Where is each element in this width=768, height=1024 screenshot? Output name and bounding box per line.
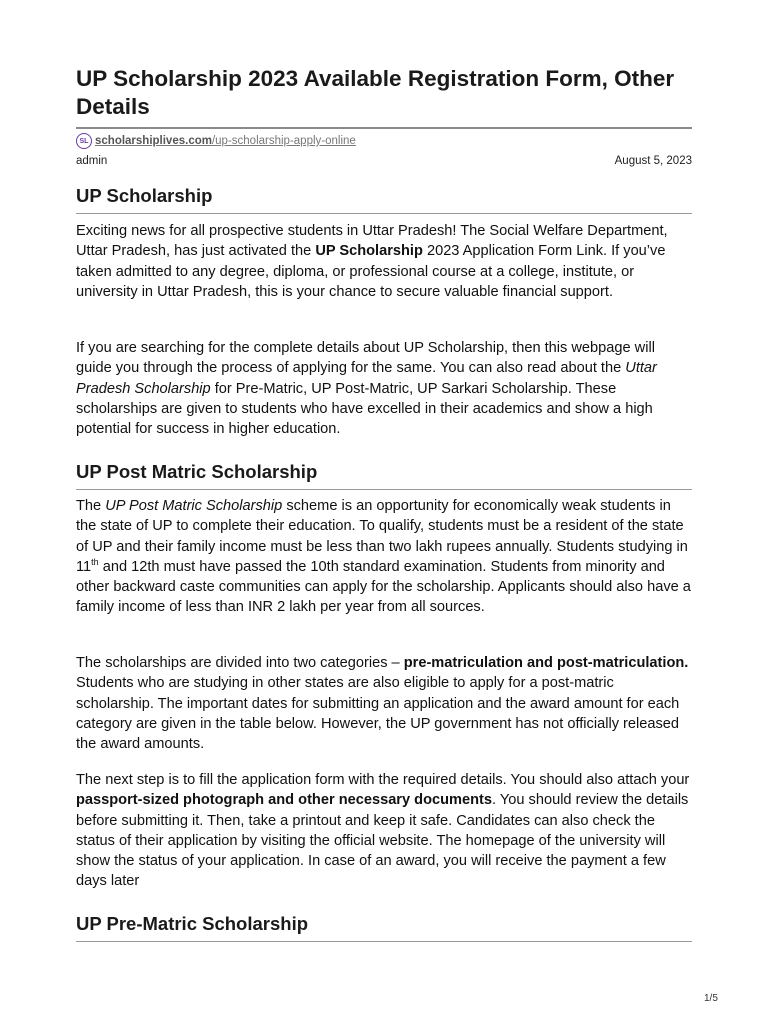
section-heading-up-scholarship: UP Scholarship: [76, 185, 213, 206]
section-heading-post-matric: UP Post Matric Scholarship: [76, 461, 318, 482]
article-title: UP Scholarship 2023 Available Registration Form, Other Details: [76, 66, 675, 119]
source-domain: scholarshiplives.com: [95, 135, 212, 147]
article-meta: [76, 155, 692, 167]
paragraph-application-steps: The next step is to fill the application form with the required details. You should also attach your passport-sized photograph and other necessary documents. You should review the details before submitting it. Then, take a printout and keep it safe. Candidates can also check the status of their application by visiting the official website. The homepage of the university will show the status of your application. In case of an award, you will receive the payment a few days later: [76, 772, 690, 890]
section-divider: [76, 213, 692, 214]
publish-date: August 5, 2023: [614, 155, 692, 167]
paragraph-categories: The scholarships are divided into two categories – pre-matriculation and post-matriculation. Students who are studying in other states are also eligible to apply for a post-matric scholarship. The important dates for submitting an application and the award amount for each category are given in the table below. However, the UP government has not officially released the award amounts.: [76, 655, 689, 753]
author: admin: [76, 155, 108, 167]
site-logo-icon: SL: [76, 133, 92, 149]
paragraph-intro: Exciting news for all prospective students in Uttar Pradesh! The Social Welfare Department, Uttar Pradesh, has just activated the UP Scholarship 2023 Application Form Link. If you’ve taken admitted to any degree, diploma, or professional course at a college, institute, or university in Uttar Pradesh, this is your chance to secure valuable financial support.: [76, 223, 668, 300]
source-line: [76, 132, 356, 150]
page-number: 1/5: [704, 993, 718, 1004]
source-link[interactable]: [95, 135, 356, 147]
source-path: /up-scholarship-apply-online: [211, 135, 356, 147]
paragraph-overview: If you are searching for the complete details about UP Scholarship, then this webpage will guide you through the process of applying for the same. You can also read about the Uttar Pradesh Scholarship for Pre-Matric, UP Post-Matric, UP Sarkari Scholarship. These scholarships are given to students who have excelled in their academics and show a high potential for success in higher education.: [76, 340, 657, 438]
section-divider: [76, 489, 692, 490]
title-divider: [76, 127, 692, 129]
section-divider: [76, 941, 692, 942]
section-heading-pre-matric: UP Pre-Matric Scholarship: [76, 913, 309, 934]
paragraph-post-matric-eligibility: The UP Post Matric Scholarship scheme is an opportunity for economically weak students in the state of UP to complete their education. To qualify, students must be a resident of the state of UP and their family income must be less than two lakh rupees annually. Students studying in 11th and 12th must have passed the 10th standard examination. Students from minority and other backward caste communities can apply for the scholarship. Applicants should also have a family income of less than INR 2 lakh per year from all sources.: [76, 498, 691, 616]
